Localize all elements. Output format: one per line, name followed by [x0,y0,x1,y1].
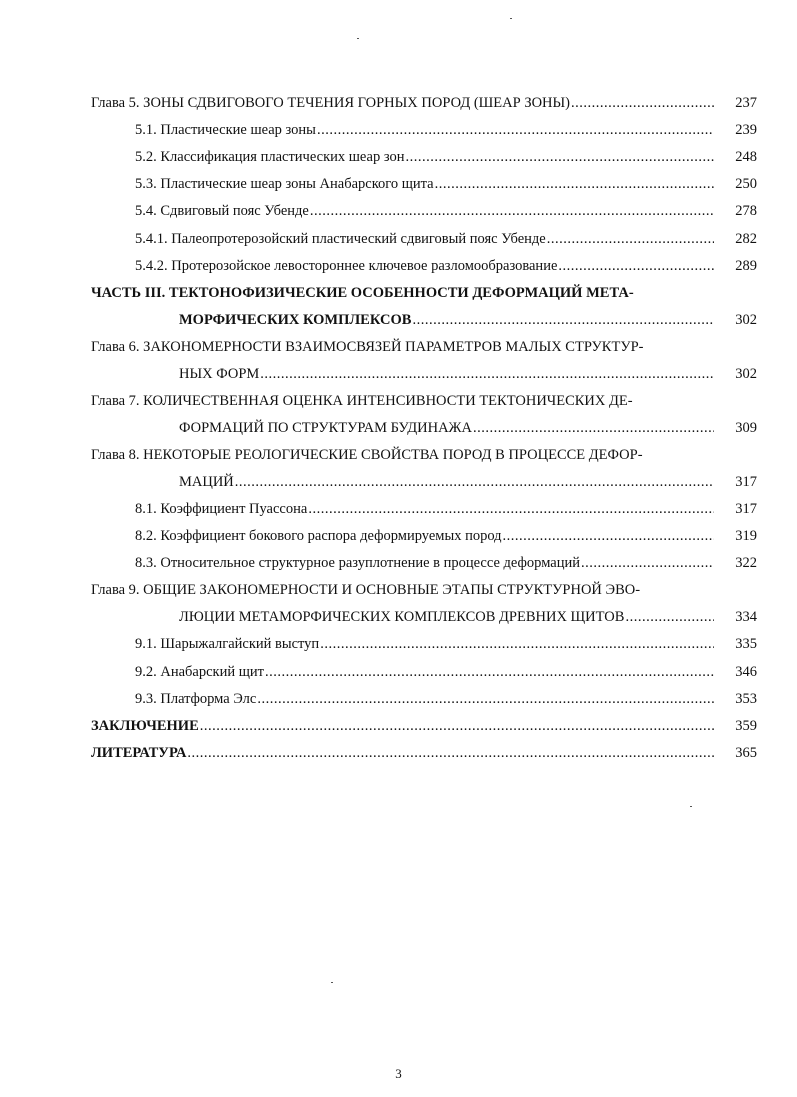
toc-entry-title: ФОРМАЦИЙ ПО СТРУКТУРАМ БУДИНАЖА [179,420,473,436]
leader-dots [473,419,714,437]
toc-page-number: 278 [735,203,757,219]
toc-page-number: 365 [735,745,757,761]
leader-dots [235,473,714,491]
toc-entry-title: 9.3. Платформа Элс [135,691,257,707]
toc-page-number: 237 [735,95,757,111]
toc-entry-chapter-8-line-2[interactable] [179,473,717,491]
toc-entry-section-5-4[interactable] [135,202,717,220]
toc-entry-title: 5.1. Пластические шеар зоны [135,122,316,138]
leader-dots [308,500,714,518]
toc-entry-title: ЗАКЛЮЧЕНИЕ [91,718,199,734]
toc-entry-section-9-3[interactable] [135,690,717,708]
toc-entry-title: 5.4.1. Палеопротерозойский пластический сдвиговый пояс Убенде [135,231,546,247]
leader-dots [317,121,714,139]
scan-speck [331,982,333,983]
toc-entry-part-3-line-2[interactable] [179,311,717,329]
toc-entry-section-5-2[interactable] [135,148,717,166]
leader-dots [571,94,714,112]
leader-dots [260,365,714,383]
toc-page-number: 334 [735,609,757,625]
scan-speck [510,18,512,19]
toc-page-number: 319 [735,528,757,544]
toc-entry-section-5-4-2[interactable] [135,257,717,275]
toc-page-number: 302 [735,312,757,328]
toc-page-number: 317 [735,474,757,490]
leader-dots [558,257,714,275]
toc-page-number: 289 [735,258,757,274]
toc-entry-chapter-7-line-1[interactable]: Глава 7. КОЛИЧЕСТВЕННАЯ ОЦЕНКА ИНТЕНСИВНОСТИ ТЕКТОНИЧЕСКИХ ДЕ- [91,393,633,409]
leader-dots [406,148,715,166]
toc-entry-chapter-9-line-1[interactable]: Глава 9. ОБЩИЕ ЗАКОНОМЕРНОСТИ И ОСНОВНЫЕ ЭТАПЫ СТРУКТУРНОЙ ЭВО- [91,582,641,598]
leader-dots [503,527,714,545]
toc-entry-chapter-8-line-1[interactable]: Глава 8. НЕКОТОРЫЕ РЕОЛОГИЧЕСКИЕ СВОЙСТВА ПОРОД В ПРОЦЕССЕ ДЕФОР- [91,447,643,463]
toc-entry-section-5-1[interactable] [135,121,717,139]
toc-entry-section-5-3[interactable] [135,175,717,193]
toc-entry-title: 8.1. Коэффициент Пуассона [135,501,308,517]
toc-page-number: 302 [735,366,757,382]
toc-page-number: 317 [735,501,757,517]
toc-page-number: 346 [735,664,757,680]
toc-entry-conclusion[interactable] [91,717,717,735]
toc-entry-title: ЛИТЕРАТУРА [91,745,187,761]
toc-page-number: 309 [735,420,757,436]
toc-entry-literature[interactable] [91,744,717,762]
toc-entry-section-8-1[interactable] [135,500,717,518]
toc-entry-title: ЛЮЦИИ МЕТАМОРФИЧЕСКИХ КОМПЛЕКСОВ ДРЕВНИХ ЩИТОВ [179,609,625,625]
toc-entry-part-3-line-1[interactable]: ЧАСТЬ III. ТЕКТОНОФИЗИЧЕСКИЕ ОСОБЕННОСТИ ДЕФОРМАЦИЙ МЕТА- [91,285,634,301]
scan-speck [357,38,359,39]
toc-page-number: 250 [735,176,757,192]
toc-page-number: 359 [735,718,757,734]
leader-dots [187,744,714,762]
toc-page-number: 282 [735,231,757,247]
toc-page-number: 353 [735,691,757,707]
toc-entry-title: 5.4. Сдвиговый пояс Убенде [135,203,309,219]
toc-entry-section-9-2[interactable] [135,663,717,681]
toc-entry-title: Глава 5. ЗОНЫ СДВИГОВОГО ТЕЧЕНИЯ ГОРНЫХ ПОРОД (ШЕАР ЗОНЫ) [91,95,571,111]
toc-entry-chapter-9-line-2[interactable] [179,608,717,626]
toc-entry-title: 9.1. Шарыжалгайский выступ [135,636,320,652]
leader-dots [200,717,714,735]
toc-entry-section-5-4-1[interactable] [135,230,717,248]
toc-entry-title: МАЦИЙ [179,474,234,490]
toc-entry-title: МОРФИЧЕСКИХ КОМПЛЕКСОВ [179,312,412,328]
toc-page-number: 248 [735,149,757,165]
toc-entry-title: 5.2. Классификация пластических шеар зон [135,149,405,165]
toc-entry-title: 8.3. Относительное структурное разуплотнение в процессе деформаций [135,555,581,571]
toc-entry-title: 5.4.2. Протерозойское левостороннее ключевое разломообразование [135,258,558,274]
toc-page-number: 335 [735,636,757,652]
toc-entry-title: 8.2. Коэффициент бокового распора деформируемых пород [135,528,502,544]
toc-entry-chapter-7-line-2[interactable] [179,419,717,437]
toc-page-number: 322 [735,555,757,571]
toc-entry-section-8-2[interactable] [135,527,717,545]
page-number: 3 [395,1066,402,1081]
toc-entry-section-9-1[interactable] [135,635,717,653]
leader-dots [265,663,714,681]
leader-dots [412,311,714,329]
toc-entry-chapter-5[interactable] [91,94,717,112]
toc-entry-title: 5.3. Пластические шеар зоны Анабарского щита [135,176,434,192]
toc-entry-title: НЫХ ФОРМ [179,366,260,382]
leader-dots [581,554,714,572]
toc-page-number: 239 [735,122,757,138]
leader-dots [547,230,714,248]
toc-entry-title: 9.2. Анабарский щит [135,664,264,680]
leader-dots [625,608,714,626]
leader-dots [310,202,714,220]
toc-entry-chapter-6-line-1[interactable]: Глава 6. ЗАКОНОМЕРНОСТИ ВЗАИМОСВЯЗЕЙ ПАРАМЕТРОВ МАЛЫХ СТРУКТУР- [91,339,644,355]
leader-dots [320,635,714,653]
leader-dots [257,690,714,708]
leader-dots [435,175,714,193]
scan-speck [690,806,692,807]
toc-entry-chapter-6-line-2[interactable] [179,365,717,383]
toc-entry-section-8-3[interactable] [135,554,717,572]
